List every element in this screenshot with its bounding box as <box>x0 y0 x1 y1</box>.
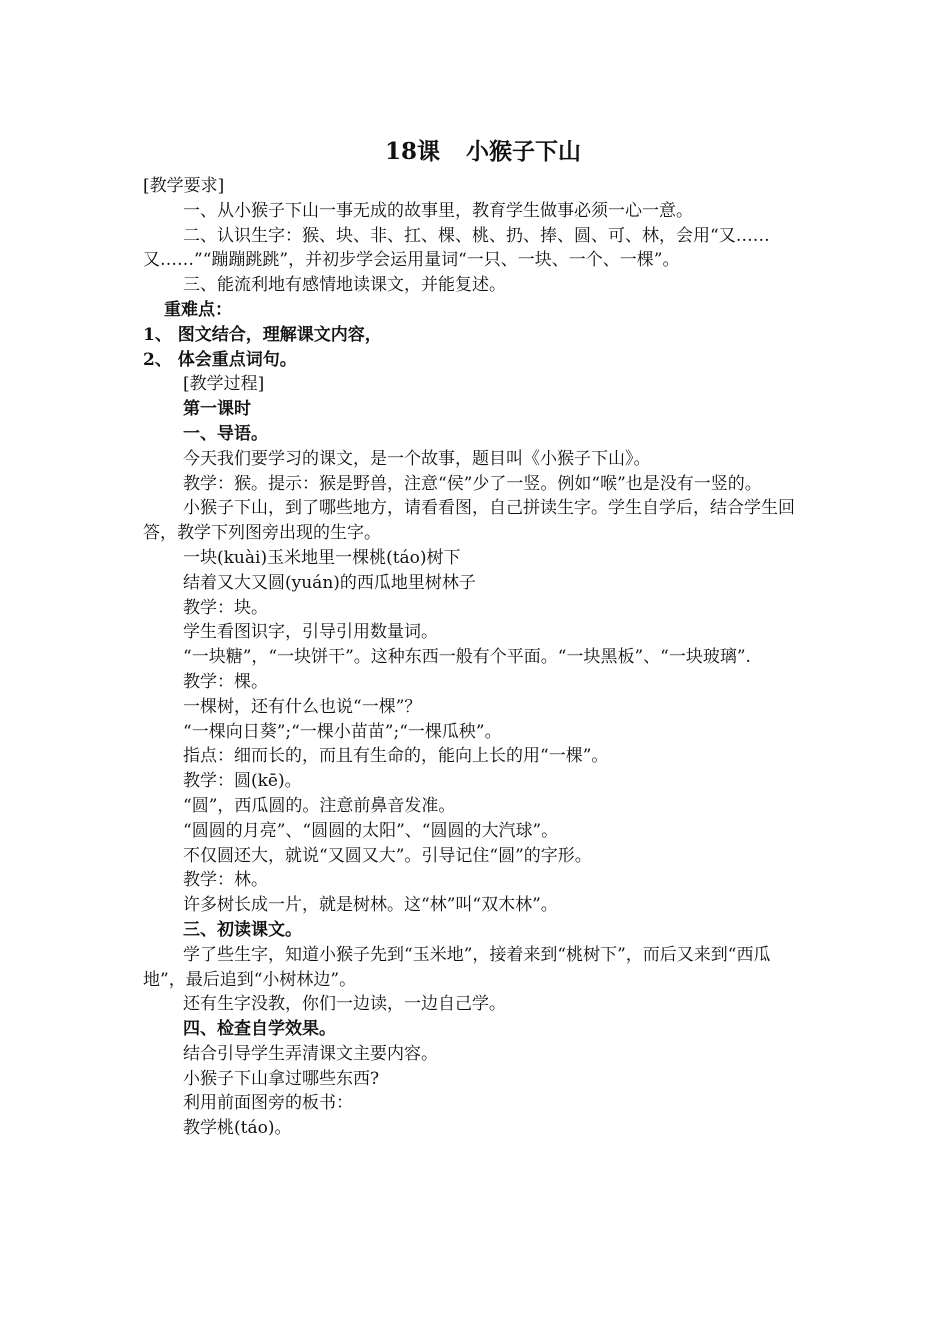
paragraph: “一块糖”，“一块饼干”。这种东西一般有个平面。“一块黑板”、“一块玻璃”. <box>183 647 751 668</box>
paragraph: 教学桃(táo)。 <box>183 1118 292 1139</box>
paragraph: “圆圆的月亮”、“圆圆的太阳”、“圆圆的大汽球”。 <box>183 820 559 841</box>
paragraph: 一块(kuài)玉米地里一棵桃(táo)树下 <box>183 547 461 568</box>
section-1-heading: 一、导语。 <box>183 423 268 444</box>
lesson-one-heading: 第一课时 <box>183 399 251 420</box>
paragraph: “圆”，西瓜圆的。注意前鼻音发准。 <box>183 795 456 816</box>
paragraph: 指点：细而长的，而且有生命的，能向上长的用“一棵”。 <box>183 746 609 767</box>
section-3-heading: 三、初读课文。 <box>183 919 302 940</box>
paragraph: 不仅圆还大，就说“又圆又大”。引导记住“圆”的字形。 <box>183 845 592 866</box>
paragraph: 还有生字没教，你们一边读，一边自己学。 <box>183 994 506 1015</box>
key-points-heading: 重难点： <box>164 299 232 320</box>
section-4-heading: 四、检查自学效果。 <box>183 1019 336 1040</box>
paragraph: 教学：圆(kē)。 <box>183 771 302 792</box>
paragraph: 利用前面图旁的板书： <box>183 1093 353 1114</box>
paragraph: 今天我们要学习的课文，是一个故事，题目叫《小猴子下山》。 <box>183 448 651 469</box>
process-heading: [教学过程] <box>183 374 265 395</box>
paragraph: 小猴子下山，到了哪些地方，请看看图，自己拼读生字。学生自学后，结合学生回答，教学下列图旁出现的生字。 <box>143 498 795 544</box>
paragraph: 学了些生字，知道小猴子先到“玉米地”，接着来到“桃树下”，而后又来到“西瓜地”，最后追到“小树林边”。 <box>143 944 771 990</box>
requirement-3: 三、能流利地有感情地读课文，并能复述。 <box>183 275 506 296</box>
paragraph: 教学：块。 <box>183 597 268 618</box>
title-text: 小猴子下山 <box>466 138 581 165</box>
requirement-2: 二、认识生字：猴、块、非、扛、棵、桃、扔、捧、圆、可、林，会用“又……又……”“蹦蹦跳跳”，并初步学会运用量词“一只、一块、一个、一棵”。 <box>143 225 770 271</box>
key-point-1: 1、 图文结合，理解课文内容， <box>143 324 382 345</box>
paragraph: 教学：猴。提示：猴是野兽，注意“侯”少了一竖。例如“喉”也是没有一竖的。 <box>183 473 762 494</box>
paragraph: “一棵向日葵”;“一棵小苗苗”;“一棵瓜秧”。 <box>183 721 502 742</box>
paragraph: 结着又大又圆(yuán)的西瓜地里树林子 <box>183 572 476 593</box>
paragraph: 学生看图识字，引导引用数量词。 <box>183 622 438 643</box>
title-number: 18课 <box>384 138 440 165</box>
document-page <box>143 136 803 1141</box>
requirement-1: 一、从小猴子下山一事无成的故事里，教育学生做事必须一心一意。 <box>183 200 693 221</box>
paragraph: 结合引导学生弄清课文主要内容。 <box>183 1043 438 1064</box>
requirements-heading: [教学要求] <box>143 176 225 196</box>
key-point-2: 2、 体会重点词句。 <box>143 349 297 370</box>
paragraph: 教学：棵。 <box>183 671 268 692</box>
paragraph: 许多树长成一片，就是树林。这“林”叫“双木林”。 <box>183 895 558 916</box>
page-title <box>143 136 803 168</box>
paragraph: 小猴子下山拿过哪些东西? <box>183 1068 380 1089</box>
paragraph: 一棵树，还有什么也说“一棵”？ <box>183 696 422 717</box>
paragraph: 教学：林。 <box>183 870 268 891</box>
